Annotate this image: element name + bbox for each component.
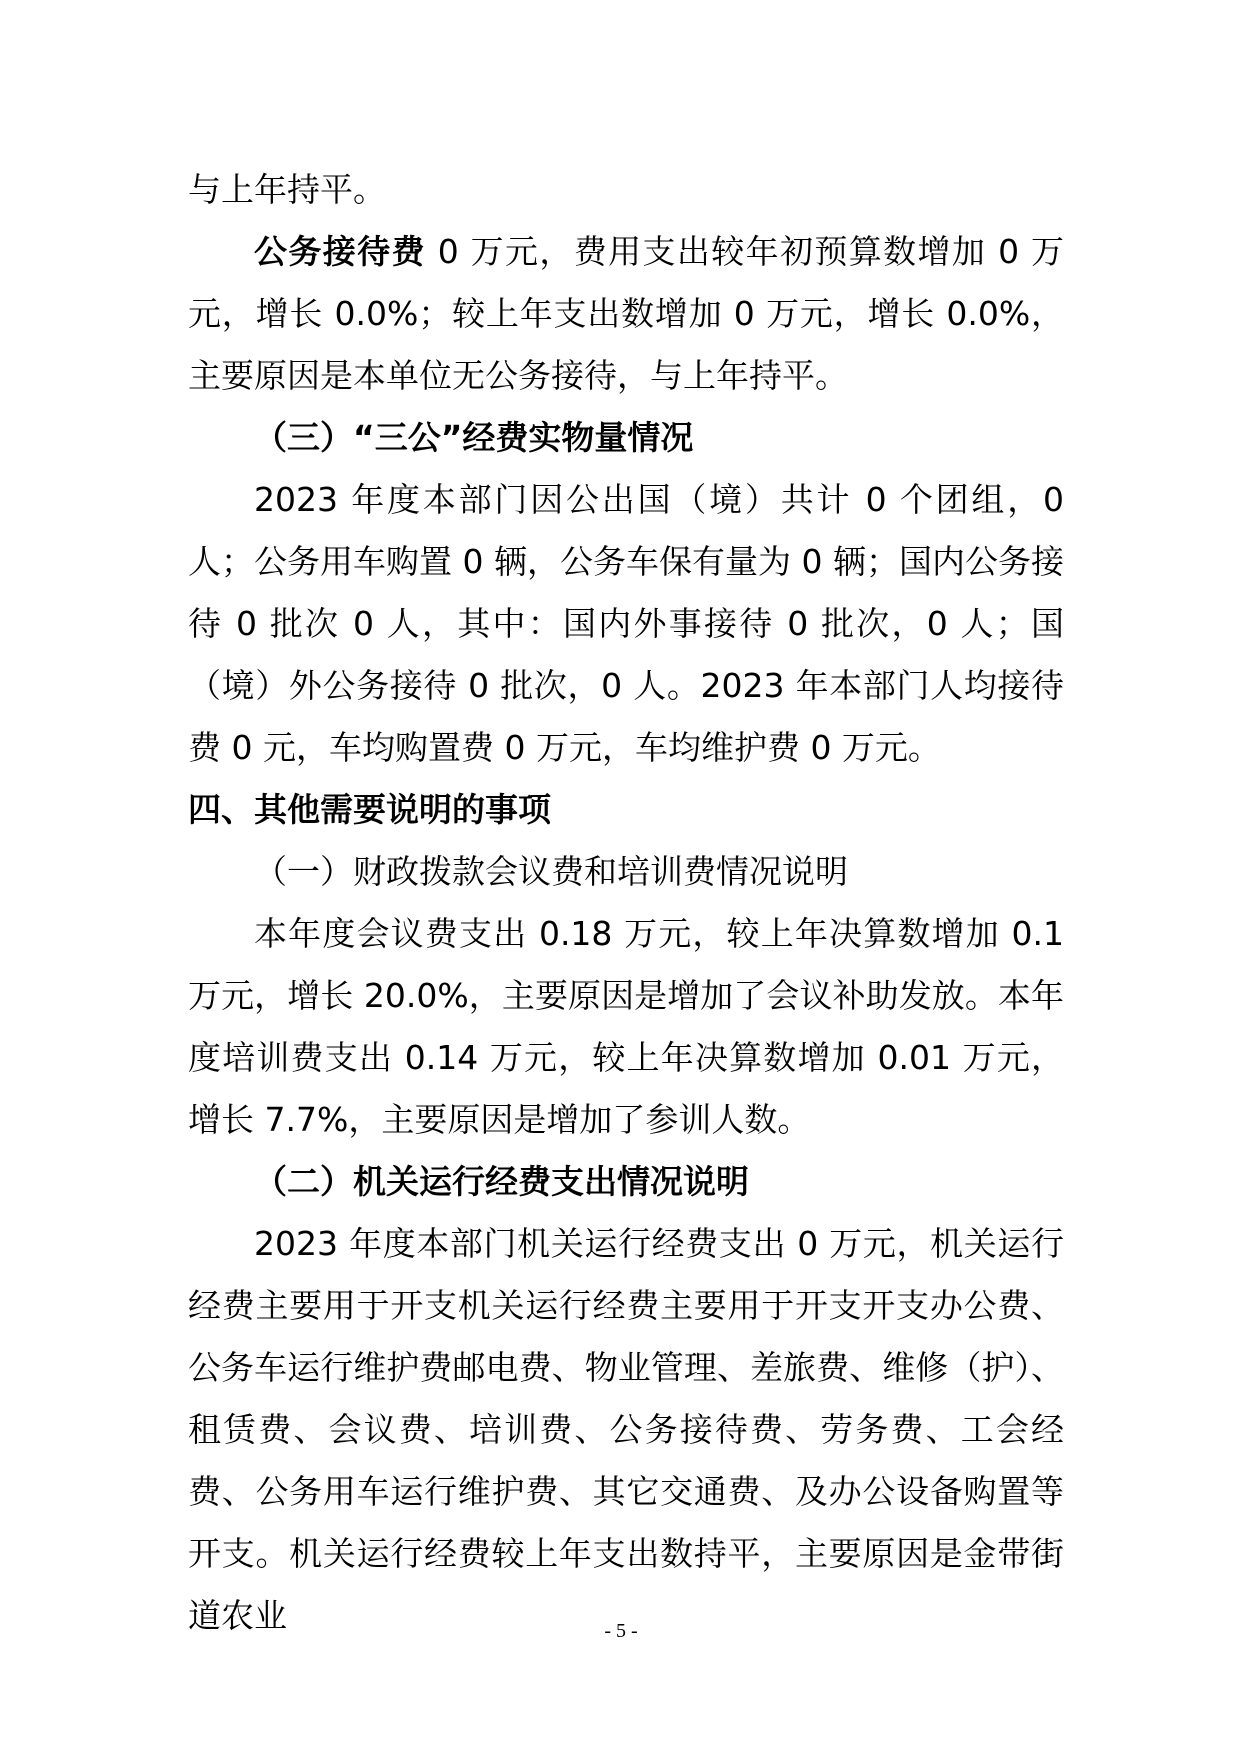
paragraph-operating-expenses: 2023 年度本部门机关运行经费支出 0 万元，机关运行经费主要用于开支机关运行经费主要用于开支开支办公费、公务车运行维护费邮电费、物业管理、差旅费、维修（护）、租赁费、会议费、培训费、公务接待费、劳务费、工会经费、公务用车运行维护费、其它交通费、及办公设备购置等开支。机关运行经费较上年支出数持平，主要原因是金带街道农业 xyxy=(188,1224,1064,1635)
reception-fee-label: 公务接待费 xyxy=(254,232,426,271)
paragraph-continuation: 与上年持平。 xyxy=(188,170,386,209)
paragraph-meeting-training: 本年度会议费支出 0.18 万元，较上年决算数增加 0.1 万元，增长 20.0%，主要原因是增加了会议补助发放。本年度培训费支出 0.14 万元，较上年决算数增加 0.01 万元，增长 7.7%，主要原因是增加了参训人数。 xyxy=(188,914,1064,1139)
subsection-heading-meeting-training: （一）财政拨款会议费和培训费情况说明 xyxy=(254,852,848,891)
reception-fee-text: 0 万元，费用支出较年初预算数增加 0 万元，增长 0.0%；较上年支出数增加 0 万元，增长 0.0%，主要原因是本单位无公务接待，与上年持平。 xyxy=(188,232,1065,395)
section-heading-three: （三）“三公”经费实物量情况 xyxy=(254,418,694,457)
subsection-heading-operating-expenses: （二）机关运行经费支出情况说明 xyxy=(254,1162,749,1201)
page-number: - 5 - xyxy=(604,1620,638,1642)
document-body xyxy=(188,159,1064,1647)
paragraph-reception-fee xyxy=(188,221,1064,407)
section-heading-four: 四、其他需要说明的事项 xyxy=(188,790,551,829)
paragraph-physical-quantity: 2023 年度本部门因公出国（境）共计 0 个团组，0 人；公务用车购置 0 辆，公务车保有量为 0 辆；国内公务接待 0 批次 0 人，其中：国内外事接待 0 批次，0 人；国（境）外公务接待 0 批次，0 人。2023 年本部门人均接待费 0 元，车均购置费 0 万元，车均维护费 0 万元。 xyxy=(188,480,1064,767)
